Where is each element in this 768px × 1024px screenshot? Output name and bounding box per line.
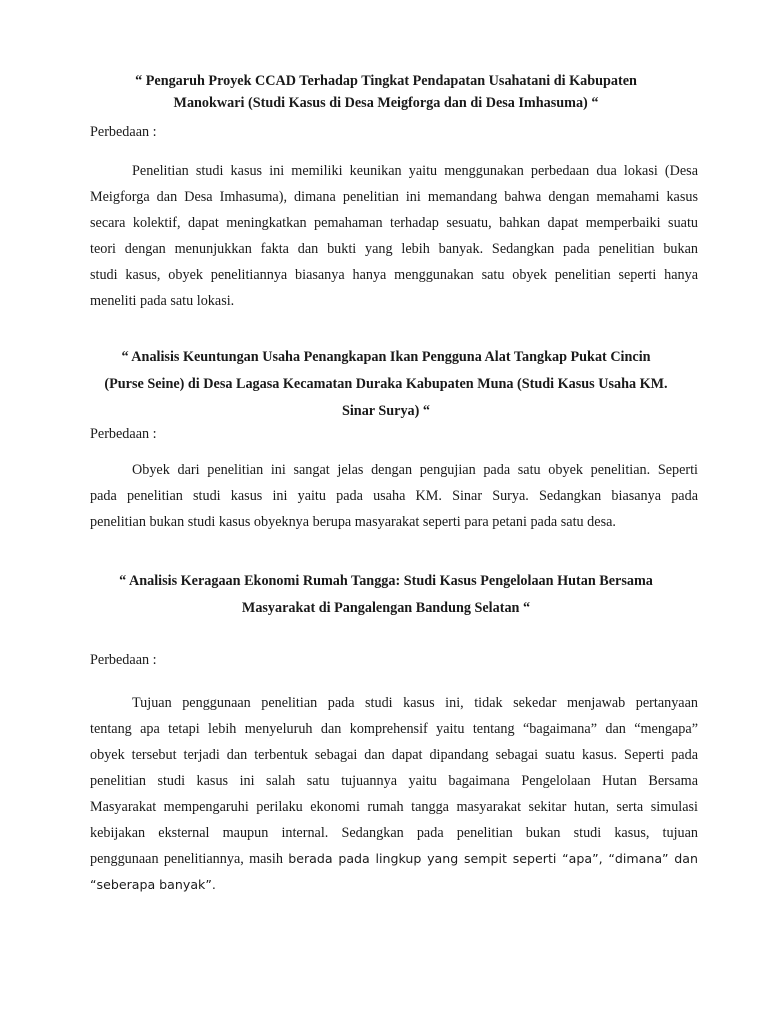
section-3-paragraph (90, 690, 698, 898)
section-3-paragraph-line-4: penelitian studi kasus ini salah satu tujuannya yaitu bagaimana Pengelolaan Hutan Bersama (90, 773, 698, 789)
section-1-paragraph (90, 158, 698, 314)
section-3-paragraph-line-1: Tujuan penggunaan penelitian pada studi kasus ini, tidak sekedar menjawab pertanyaan (132, 695, 698, 711)
section-3-paragraph-line-7-tail: berada pada lingkup yang sempit seperti “apa”, “dimana” dan (288, 851, 698, 866)
section-1-paragraph-line-4: teori dengan menunjukkan fakta dan bukti yang lebih banyak. Sedangkan pada penelitian bukan (90, 241, 698, 257)
section-2-paragraph-line-1: Obyek dari penelitian ini sangat jelas dengan pengujian pada satu obyek penelitian. Seperti (132, 462, 698, 478)
section-3-paragraph-line-7 (90, 846, 698, 872)
section-1-title (90, 70, 682, 114)
section-2-paragraph-line-3: penelitian bukan studi kasus obyeknya berupa masyarakat seperti para petani pada satu desa. (90, 514, 616, 530)
section-2-paragraph-line-2: pada penelitian studi kasus ini yaitu pada usaha KM. Sinar Surya. Sedangkan biasanya pada (90, 488, 698, 504)
section-2-paragraph (90, 457, 698, 535)
section-2-label: Perbedaan : (90, 426, 157, 442)
section-3-paragraph-line-8: “seberapa banyak”. (90, 877, 216, 892)
section-3-paragraph-line-2: tentang apa tetapi lebih menyeluruh dan komprehensif yaitu tentang “bagaimana” dan “mengapa” (90, 721, 698, 737)
section-3-paragraph-line-5: Masyarakat mempengaruhi perilaku ekonomi rumah tangga masyarakat sekitar hutan, serta simulasi (90, 799, 698, 815)
section-1-label: Perbedaan : (90, 124, 157, 140)
section-3-paragraph-line-3: obyek tersebut terjadi dan terbentuk sebagai dan dapat dipandang sebagai suatu kasus. Seperti pada (90, 747, 698, 763)
section-3-title (90, 568, 682, 622)
section-3-paragraph-line-6: kebijakan eksternal maupun internal. Sedangkan pada penelitian bukan studi kasus, tujuan (90, 825, 698, 841)
section-2-title-line-1: “ Analisis Keuntungan Usaha Penangkapan Ikan Pengguna Alat Tangkap Pukat Cincin (121, 349, 651, 365)
section-1-paragraph-line-3: secara kolektif, dapat meningkatkan pemahaman terhadap sesuatu, bahkan dapat memperbaiki suatu (90, 215, 698, 231)
section-2-title (90, 344, 682, 425)
section-1-title-line-1: “ Pengaruh Proyek CCAD Terhadap Tingkat Pendapatan Usahatani di Kabupaten (135, 73, 637, 89)
section-3-title-line-2: Masyarakat di Pangalengan Bandung Selatan “ (241, 600, 531, 616)
section-1-paragraph-line-5: studi kasus, obyek penelitiannya biasanya hanya menggunakan satu obyek penelitian seperti hanya (90, 267, 698, 283)
section-1-paragraph-line-6: meneliti pada satu lokasi. (90, 293, 235, 309)
section-3-paragraph-line-7-start: penggunaan penelitiannya, masih (90, 851, 289, 867)
section-3-title-line-1: “ Analisis Keragaan Ekonomi Rumah Tangga: Studi Kasus Pengelolaan Hutan Bersama (119, 573, 653, 589)
section-2-title-line-2: (Purse Seine) di Desa Lagasa Kecamatan Duraka Kabupaten Muna (Studi Kasus Usaha KM. (104, 376, 668, 392)
section-1-paragraph-line-2: Meigforga dan Desa Imhasuma), dimana penelitian ini memandang bahwa dengan memahami kasus (90, 189, 698, 205)
section-2-title-line-3: Sinar Surya) “ (341, 403, 431, 419)
section-3-label: Perbedaan : (90, 652, 157, 668)
section-1-paragraph-line-1: Penelitian studi kasus ini memiliki keunikan yaitu menggunakan perbedaan dua lokasi (Desa (132, 163, 698, 179)
section-1-title-line-2: Manokwari (Studi Kasus di Desa Meigforga dan di Desa Imhasuma) “ (173, 95, 599, 111)
